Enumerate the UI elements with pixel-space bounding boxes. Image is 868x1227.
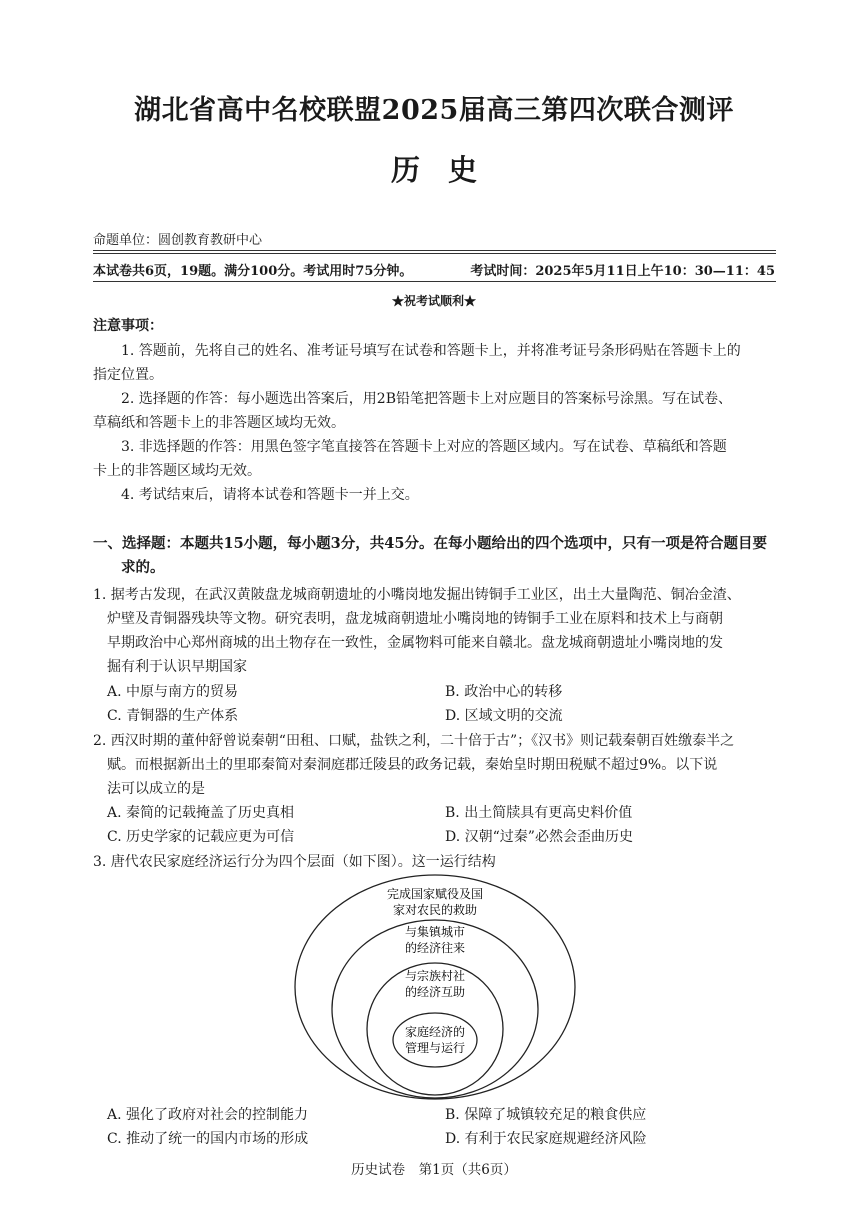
question-2-stem: 赋。而根据新出土的里耶秦简对秦洞庭郡迁陵县的政务记载，秦始皇时期田税赋不超过9%。以下说 [107,757,718,773]
divider [93,250,776,251]
question-1-option-c: C. 青铜器的生产体系 [107,708,239,724]
ring-second-label: 与集镇城市 [404,925,466,939]
divider [93,253,776,254]
ring-inner-label: 管理与运行 [404,1041,466,1055]
question-3-stem: 3. 唐代农民家庭经济运行分为四个层面（如下图）。这一运行结构 [93,854,496,870]
question-1-option-a: A. 中原与南方的贸易 [107,684,239,700]
question-2-stem: 2. 西汉时期的董仲舒曾说秦朝“田租、口赋，盐铁之利，二十倍于古”；《汉书》则记载秦朝百姓缴泰半之 [93,733,735,749]
question-2-option-a: A. 秦简的记载掩盖了历史真相 [107,805,295,821]
question-3-option-a: A. 强化了政府对社会的控制能力 [107,1107,309,1123]
concentric-rings-diagram [290,872,580,1102]
question-1-option-d: D. 区域文明的交流 [445,708,563,724]
ring-inner-label: 家庭经济的 [404,1025,466,1039]
ring-outer-label: 完成国家赋役及国 [386,887,484,901]
page-footer: 历史试卷 第1页（共6页） [351,1162,517,1178]
question-2-option-c: C. 历史学家的记载应更为可信 [107,829,295,845]
divider [93,281,776,282]
exam-title: 湖北省高中名校联盟2025届高三第四次联合测评 [134,95,734,126]
question-1-stem: 炉壁及青铜器残块等文物。研究表明，盘龙城商朝遗址小嘴岗地的铸铜手工业在原料和技术上与商朝 [107,611,723,627]
notice-line: 2. 选择题的作答：每小题选出答案后，用2B铅笔把答题卡上对应题目的答案标号涂黑。写在试卷、 [121,391,733,407]
question-2-option-b: B. 出土简牍具有更高史料价值 [445,805,633,821]
question-1-option-b: B. 政治中心的转移 [445,684,563,700]
question-3-option-d: D. 有利于农民家庭规避经济风险 [445,1131,647,1147]
exam-info: 本试卷共6页，19题。满分100分。考试用时75分钟。 [93,264,413,279]
notice-line: 3. 非选择题的作答：用黑色签字笔直接答在答题卡上对应的答题区域内。写在试卷、草稿纸和答题 [121,439,727,455]
question-2-stem: 法可以成立的是 [107,781,205,797]
question-3-option-c: C. 推动了统一的国内市场的形成 [107,1131,309,1147]
good-luck-line: ★祝考试顺利★ [391,294,476,308]
ring-inner [393,1013,477,1067]
ring-third-label: 与宗族村社 [404,969,466,983]
question-2-option-d: D. 汉朝“过秦”必然会歪曲历史 [445,829,633,845]
section-heading: 求的。 [121,559,165,576]
notice-line: 1. 答题前，先将自己的姓名、准考证号填写在试卷和答题卡上，并将准考证号条形码贴在答题卡上的 [121,343,741,359]
question-3-option-b: B. 保障了城镇较充足的粮食供应 [445,1107,647,1123]
notice-line: 卡上的非答题区域均无效。 [93,463,261,479]
question-1-stem: 1. 据考古发现，在武汉黄陂盘龙城商朝遗址的小嘴岗地发掘出铸铜手工业区，出土大量陶范、铜冶金渣、 [93,587,741,603]
ring-outer-label: 家对农民的救助 [392,903,478,917]
notice-line: 指定位置。 [93,367,163,383]
subject-title: 历史 [390,153,505,187]
notice-line: 草稿纸和答题卡上的非答题区域均无效。 [93,415,345,431]
exam-time: 考试时间：2025年5月11日上午10：30—11：45 [470,264,775,279]
notice-heading: 注意事项： [93,318,163,334]
question-1-stem: 掘有利于认识早期国家 [107,659,247,675]
author-unit: 命题单位：圆创教育教研中心 [93,233,263,248]
notice-line: 4. 考试结束后，请将本试卷和答题卡一并上交。 [121,487,419,503]
ring-second-label: 的经济往来 [404,941,466,955]
section-heading: 一、选择题：本题共15小题，每小题3分，共45分。在每小题给出的四个选项中，只有一项是符合题目要 [93,535,767,552]
ring-third-label: 的经济互助 [404,985,466,999]
question-1-stem: 早期政治中心郑州商城的出土物存在一致性，金属物料可能来自赣北。盘龙城商朝遗址小嘴岗地的发 [107,635,723,651]
